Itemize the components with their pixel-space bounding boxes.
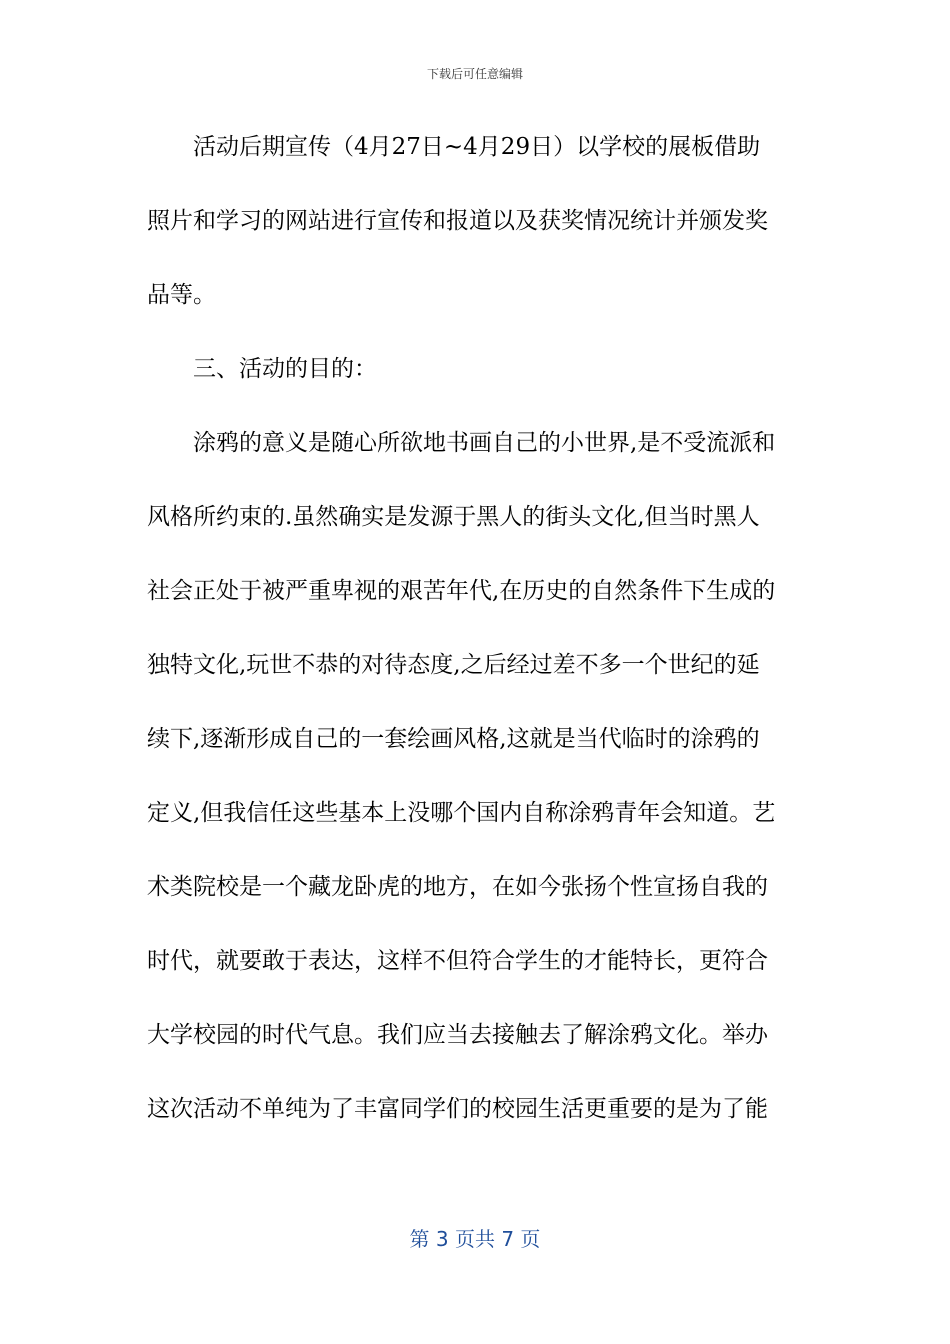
paragraph-line: 大学校园的时代气息。我们应当去接触去了解涂鸦文化。举办 [147,1022,768,1048]
paragraph-line: 这次活动不单纯为了丰富同学们的校园生活更重要的是为了能 [147,1096,768,1122]
page-number-footer: 第 3 页共 7 页 [409,1227,541,1251]
paragraph-line: 时代，就要敢于表达，这样不但符合学生的才能特长，更符合 [147,948,768,974]
section-heading: 三、活动的目的： [193,356,377,382]
paragraph-line: 涂鸦的意义是随心所欲地书画自己的小世界,是不受流派和 [193,430,776,456]
paragraph-line: 定义,但我信任这些基本上没哪个国内自称涂鸦青年会知道。艺 [147,800,776,826]
paragraph-line: 品等。 [147,282,216,308]
paragraph-line: 术类院校是一个藏龙卧虎的地方，在如今张扬个性宣扬自我的 [147,874,768,900]
paragraph-line: 社会正处于被严重卑视的艰苦年代,在历史的自然条件下生成的 [147,578,776,604]
document-body [147,110,807,1146]
page-header: 下载后可任意编辑 [426,67,523,81]
paragraph-line: 风格所约束的.虽然确实是发源于黑人的街头文化,但当时黑人 [147,504,760,530]
paragraph-line: 照片和学习的网站进行宣传和报道以及获奖情况统计并颁发奖 [147,208,768,234]
paragraph-line: 续下,逐渐形成自己的一套绘画风格,这就是当代临时的涂鸦的 [147,726,760,752]
paragraph-line: 活动后期宣传（4月27日~4月29日）以学校的展板借助 [193,134,761,160]
paragraph-line: 独特文化,玩世不恭的对待态度,之后经过差不多一个世纪的延 [147,652,760,678]
